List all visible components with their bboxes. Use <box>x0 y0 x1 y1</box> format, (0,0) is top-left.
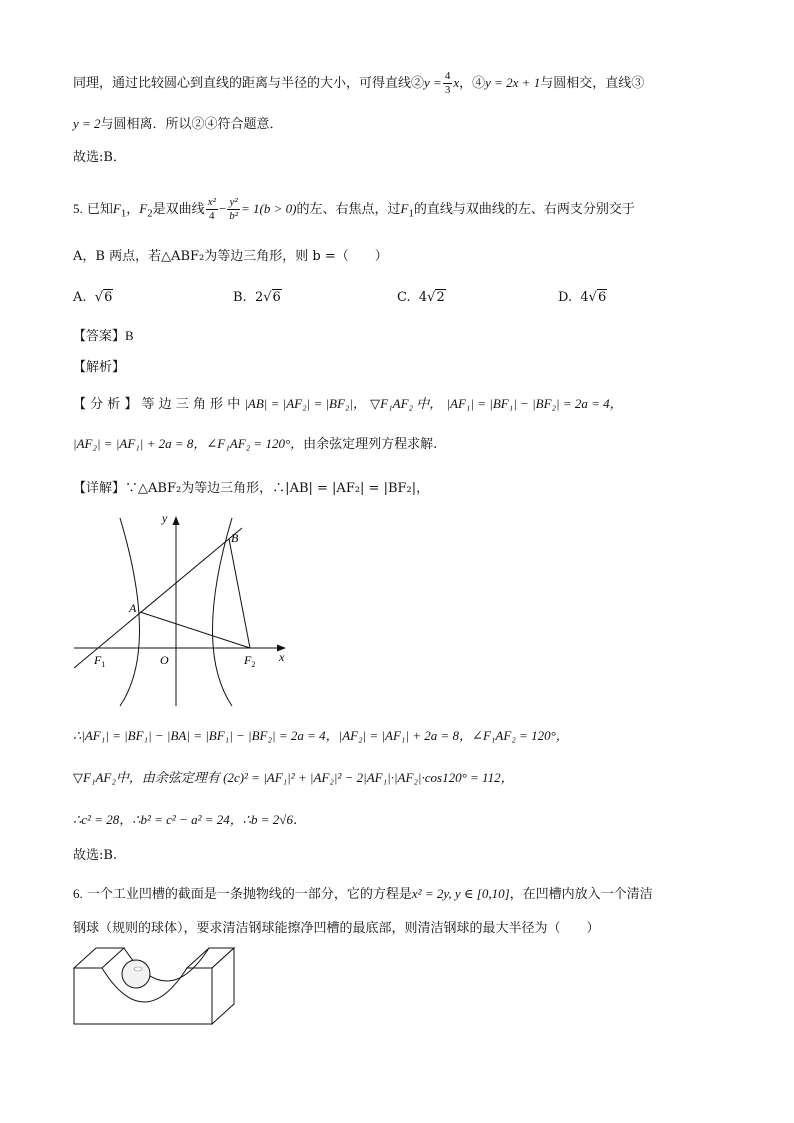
label-b: B <box>231 531 239 545</box>
option-d: D. 4√6 <box>558 290 607 305</box>
fraction-y2-over-b2: $\frac{\text{y²}}{\text{b²}}$ <box>229 196 239 222</box>
label-o: O <box>160 653 169 667</box>
label-y: y <box>162 511 168 525</box>
label-x: x <box>279 650 285 664</box>
solution-line1: ∴|AF₁| = |BF₁| − |BA| = |BF₁| − |BF₂| = 2a = 4，|AF₂| = |AF₁| + 2a = 8，∠F₁AF₂ = 120°， <box>73 728 569 743</box>
detail-tag: 【详解】 <box>73 481 126 496</box>
block1-line2: y = 2与圆相离．所以②④符合题意． <box>73 116 283 132</box>
answer-value: B <box>125 328 134 343</box>
line-f1-b <box>74 528 242 668</box>
ball-highlight <box>134 967 142 971</box>
option-a: A. √6 <box>73 290 113 305</box>
fraction-x2-over-4: $\frac{\text{x²}}{4}$ <box>207 196 216 222</box>
groove-left-top <box>74 948 124 968</box>
steel-ball <box>122 960 150 988</box>
q5-answer: 故选:B. <box>73 848 118 863</box>
solution-line3: ∴c² = 28，∴b² = c² − a² = 24，∴b = 2√6． <box>73 812 306 827</box>
label-f1: $F_1$ <box>94 653 106 669</box>
q5-line2: A，B 两点，若△ABF₂为等边三角形，则 b =（ ） <box>73 249 388 264</box>
option-b: B. 2√6 <box>233 290 281 305</box>
block1-line1: 同理，通过比较圆心到直线的距离与半径的大小，可得直线②y = $\frac{4}{3}$ x，④y = 2x + 1与圆相交，直线③ <box>73 70 645 96</box>
segment-b-f2 <box>229 539 250 648</box>
analysis-line2: |AF₂| = |AF₁| + 2a = 8，∠F₁AF₂ = 120°，由余弦定理列方程求解. <box>73 436 438 452</box>
q6-line2: 钢球（规则的球体），要求清洁钢球能擦净凹槽的最底部，则清洁钢球的最大半径为（ ） <box>73 921 600 936</box>
label-f2: $F_2$ <box>244 653 256 669</box>
q6-line1: 6. 一个工业凹槽的截面是一条抛物线的一部分，它的方程是x² = 2y, y ∈ [0,10]，在凹槽内放入一个清洁 <box>73 886 653 902</box>
answer-line <box>73 326 134 347</box>
option-c: C. 4√2 <box>397 290 445 305</box>
q5-line1: 5. 已知$F_1$，$F_2$是双曲线 $\frac{\text{x²}}{4}$ − $\frac{\text{y²}}{\text{b²}}$ = 1(b > 0)的左、右焦点，过$F_1$的直线与双曲线的左、右两支分别交于 <box>73 196 635 222</box>
y-axis-arrow-icon <box>173 516 180 525</box>
fraction-four-thirds: $\frac{4}{3}$ <box>444 70 451 96</box>
label-a: A <box>129 601 137 615</box>
detail-line: 【详解】∵△ABF₂为等边三角形，∴|AB| = |AF₂| = |BF₂|， <box>73 481 430 496</box>
analysis-line1: 【 分 析 】 等 边 三 角 形 中 |AB| = |AF₂| = |BF₂|， ▽F₁AF₂ 中， |AF₁| = |BF₁| − |BF₂| = 2a = 4， <box>73 396 623 412</box>
solution-line2: ▽F₁AF₂中，由余弦定理有 (2c)² = |AF₁|² + |AF₂|² − 2|AF₁|·|AF₂|·cos120° = 112， <box>73 770 514 785</box>
answer-tag: 【答案】 <box>73 329 126 344</box>
hyperbola-right-branch <box>213 518 233 706</box>
groove-figure <box>72 944 252 1029</box>
segment-a-f2 <box>140 612 250 648</box>
block1-answer: 故选:B． <box>73 150 126 165</box>
analysis-tag: 【解析】 <box>73 360 126 375</box>
hyperbola-figure <box>72 508 302 708</box>
